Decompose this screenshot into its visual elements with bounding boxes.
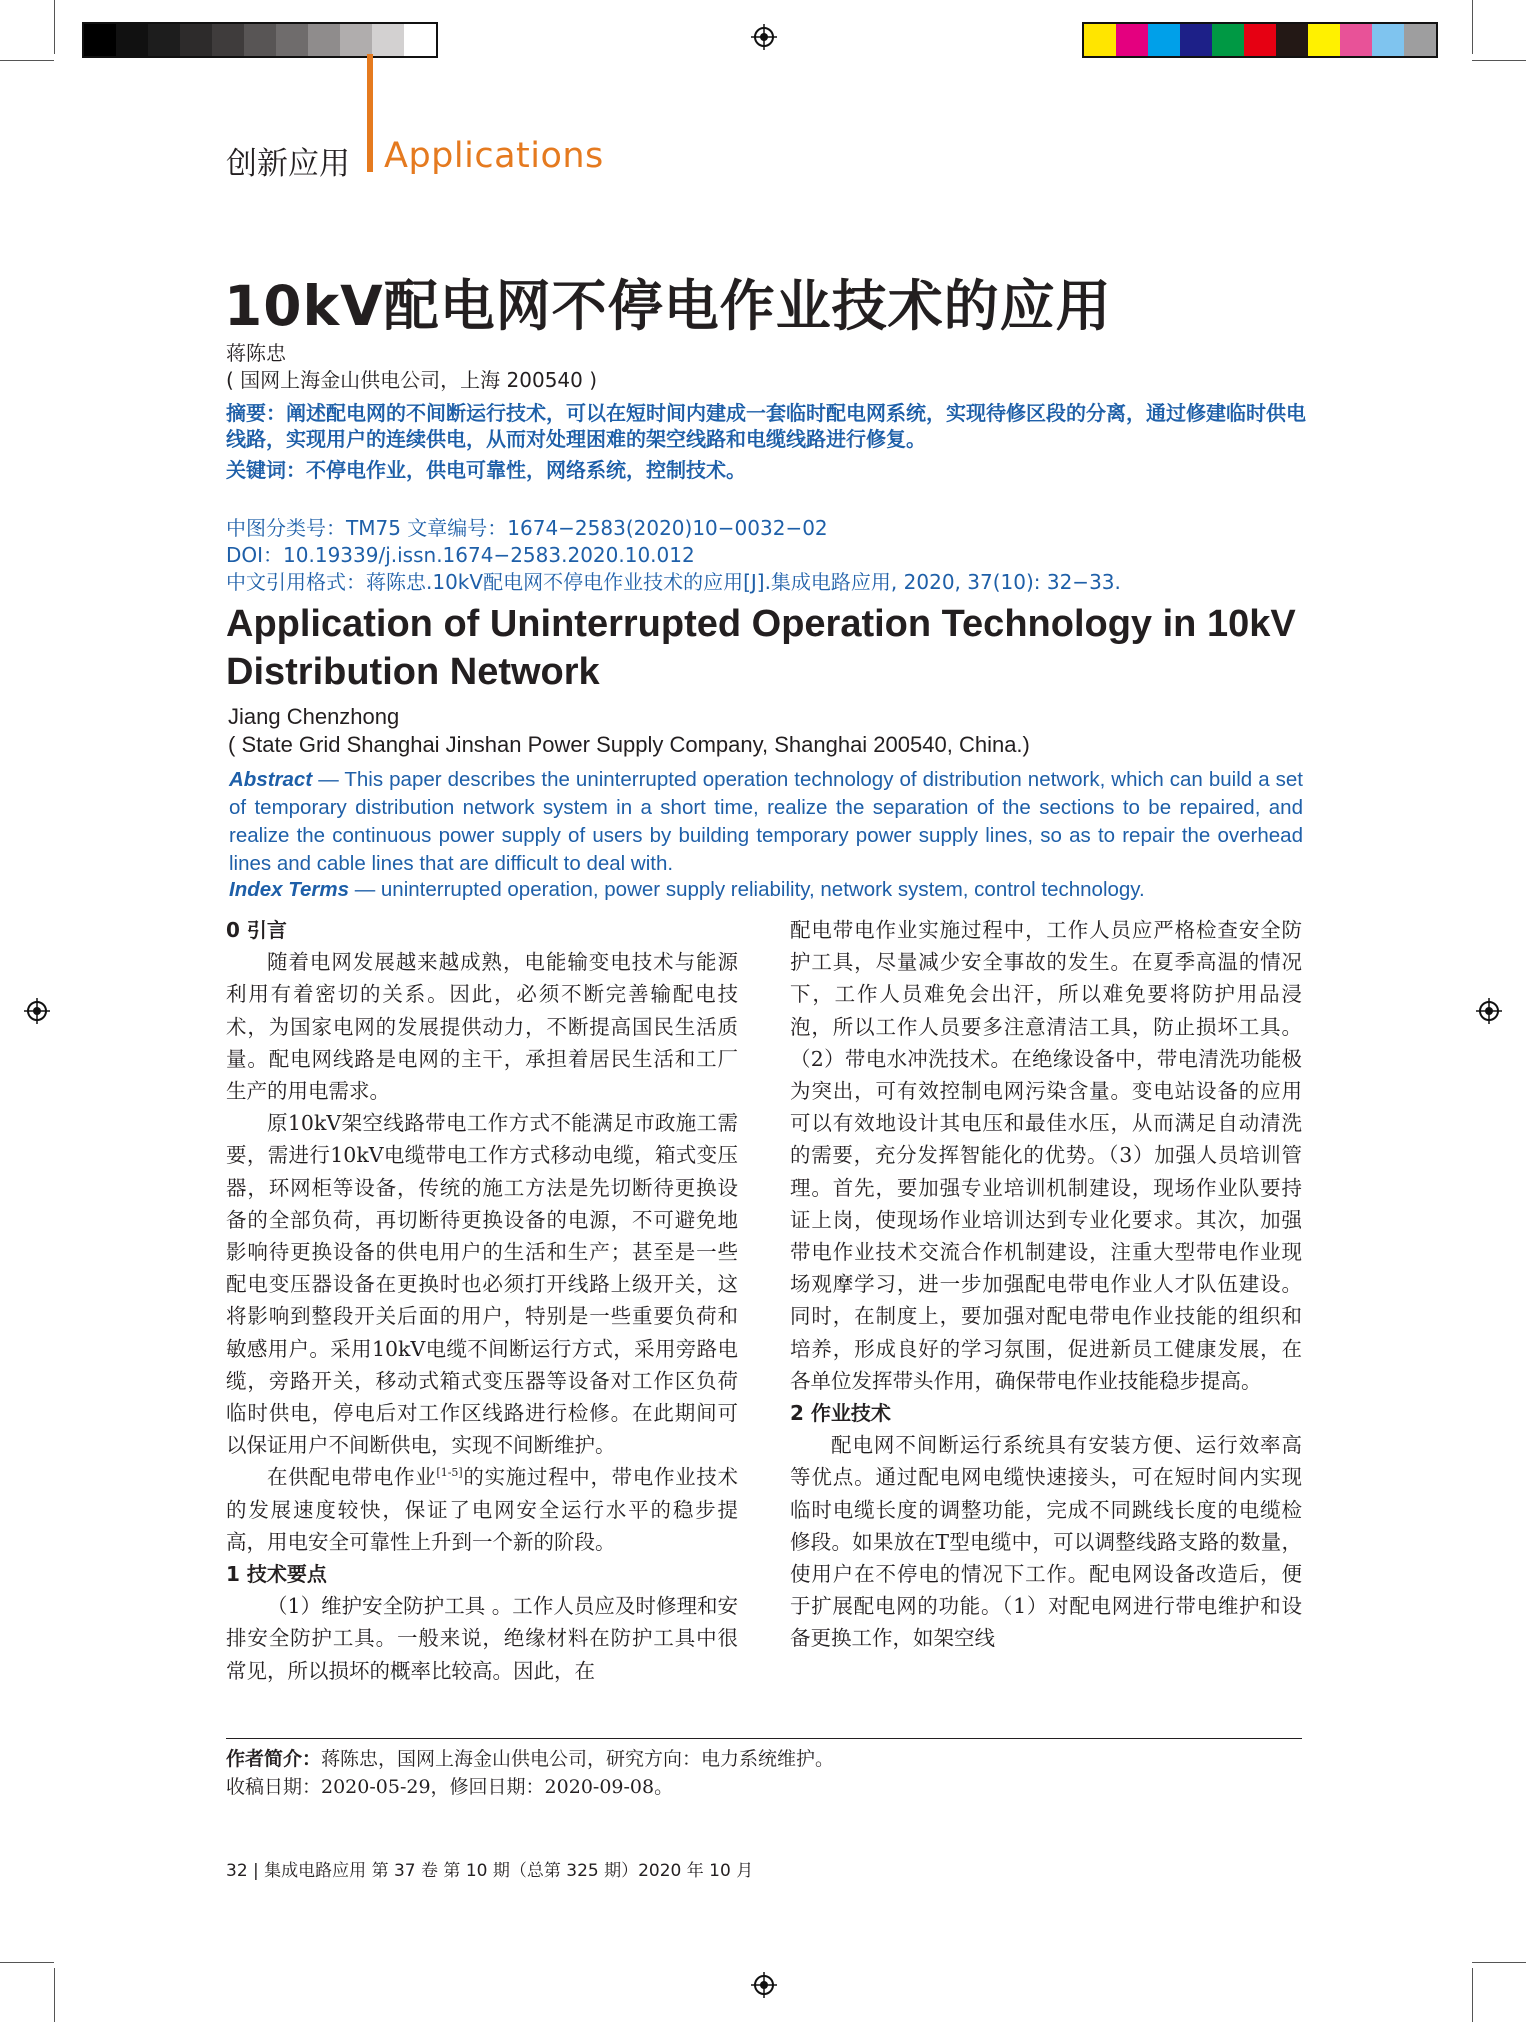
page-footer: 32 | 集成电路应用 第 37 卷 第 10 期（总第 325 期）2020 年 10 月 [226,1861,754,1881]
keywords-cn-text: 不停电作业，供电可靠性，网络系统，控制技术。 [306,458,746,482]
gray-swatch [404,24,436,56]
doi-line: DOI：10.19339/j.issn.1674−2583.2020.10.012 [226,543,695,567]
section-heading: 0 引言 [226,918,287,942]
color-swatch [1084,24,1116,56]
index-terms [229,878,1319,902]
crop-mark [1472,1962,1526,1963]
abstract-cn-text: 阐述配电网的不间断运行技术，可以在短时间内建成一套临时配电网系统，实现待修区段的分离，通过修建临时供电线路，实现用户的连续供电，从而对处理困难的架空线路和电缆线路进行修复。 [226,401,1306,451]
body-paragraph: （1）维护安全防护工具 。工作人员应及时修理和安排安全防护工具。一般来说，绝缘材料在防护工具中很常见，所以损坏的概率比较高。因此，在 [226,1594,738,1683]
registration-mark-icon [751,24,777,50]
abstract-en-label: Abstract [229,768,313,791]
body-paragraph: 原10kV架空线路带电工作方式不能满足市政施工需要，需进行10kV电缆带电工作方式移动电缆，箱式变压器，环网柜等设备，传统的施工方法是先切断待更换设备的全部负荷，再切断待更换设备的电源，不可避免地影响待更换设备的供电用户的生活和生产；甚至是一些配电变压器设备在更换时也必须打开线路上级开关，这将影响到整段开关后面的用户，特别是一些重要负荷和敏感用户。采用10kV电缆不间断运行方式，采用旁路电缆，旁路开关，移动式箱式变压器等设备对工作区负荷临时供电，停电后对工作区线路进行检修。在此期间可以保证用户不间断供电，实现不间断维护。 [226,1111,738,1458]
color-swatch [1212,24,1244,56]
crop-mark [0,60,54,61]
gray-swatch [340,24,372,56]
abstract-en-text: — This paper describes the uninterrupted operation technology of distribution network, which can build a set of temporary distribution network system in a short time, realize the separation of the sections to be repaired, and realize the continuous power supply of users by building temporary power supply lines, so as to repair the overhead lines and cable lines that are difficult to deal with. [229,768,1303,875]
crop-mark [1472,0,1473,54]
abstract-cn [226,400,1306,452]
crop-mark [54,1968,55,2022]
body-column-left [226,914,738,1687]
section-heading: 2 作业技术 [790,1401,891,1426]
body-paragraph: 配电网不间断运行系统具有安装方便、运行效率高等优点。通过配电网电缆快速接头，可在短时间内实现临时电缆长度的调整功能，完成不同跳线长度的电缆检修段。如果放在T型电缆中，可以调整线路支路的数量，使用户在不停电的情况下工作。配电网设备改造后，便于扩展配电网的功能。（1）对配电网进行带电维护和设备更换工作，如架空线 [790,1433,1302,1651]
body-paragraph [226,1461,738,1558]
article-title-cn: 10kV配电网不停电作业技术的应用 [224,274,1112,338]
registration-mark-icon [1476,998,1502,1024]
author-bio [226,1744,834,1771]
body-paragraph: 配电带电作业实施过程中，工作人员应严格检查安全防护工具，尽量减少安全事故的发生。在夏季高温的情况下，工作人员难免会出汗，所以难免要将防护用品浸泡，所以工作人员要多注意清洁工具，防止损坏工具。（2）带电水冲洗技术。在绝缘设备中，带电清洗功能极为突出，可有效控制电网污染含量。变电站设备的应用可以有效地设计其电压和最佳水压，从而满足自动清洗的需要，充分发挥智能化的优势。（3）加强人员培训管理。首先，要加强专业培训机制建设，现场作业队要持证上岗，使现场作业培训达到专业化要求。其次，加强带电作业技术交流合作机制建设，注重大型带电作业现场观摩学习，进一步加强配电带电作业人才队伍建设。同时，在制度上，要加强对配电带电作业技能的组织和培养，形成良好的学习氛围，促进新员工健康发展，在各单位发挥带头作用，确保带电作业技能稳步提高。 [790,918,1302,1393]
index-terms-label: Index Terms [229,878,350,901]
gray-swatch [244,24,276,56]
citation-ref: [1-5] [436,1466,463,1480]
color-swatch [1180,24,1212,56]
body-text: 的实施过程中，带电作业技术的发展速度较快，保证了电网安全运行水平的稳步提高，用电安全可靠性上升到一个新的阶段。 [226,1465,739,1554]
abstract-en [229,766,1303,878]
footnote-divider [226,1738,1302,1739]
color-swatch [1404,24,1436,56]
gray-swatch [84,24,116,56]
section-label-cn: 创新应用 [226,146,350,182]
gray-swatch [276,24,308,56]
author-cn: 蒋陈忠 [226,341,286,365]
classification-line: 中图分类号：TM75 文章编号：1674−2583(2020)10−0032−02 [226,516,828,540]
gray-swatch [116,24,148,56]
color-swatch [1116,24,1148,56]
color-calibration-bar [1082,22,1438,58]
crop-mark [54,0,55,54]
color-swatch [1276,24,1308,56]
gray-swatch [180,24,212,56]
affiliation-en: ( State Grid Shanghai Jinshan Power Supply Company, Shanghai 200540, China.) [228,732,1030,757]
index-terms-text: — uninterrupted operation, power supply reliability, network system, control technology. [349,878,1145,901]
abstract-cn-label: 摘要： [226,401,286,425]
author-en: Jiang Chenzhong [228,704,400,729]
section-label-en: Applications [384,136,604,176]
gray-swatch [148,24,180,56]
keywords-cn [226,454,746,483]
color-swatch [1148,24,1180,56]
section-divider [367,54,373,172]
color-swatch [1372,24,1404,56]
received-dates: 收稿日期：2020-05-29，修回日期：2020-09-08。 [226,1776,674,1798]
citation-line: 中文引用格式：蒋陈忠.10kV配电网不停电作业技术的应用[J].集成电路应用, 2020, 37(10): 32−33. [226,570,1121,594]
body-paragraph: 随着电网发展越来越成熟，电能输变电技术与能源利用有着密切的关系。因此，必须不断完善输配电技术，为国家电网的发展提供动力，不断提高国民生活质量。配电网线路是电网的主干，承担着居民生活和工厂生产的用电需求。 [226,950,738,1104]
crop-mark [0,1962,54,1963]
keywords-cn-label: 关键词： [226,458,306,482]
author-bio-label: 作者简介： [226,1748,322,1770]
article-title-en: Application of Uninterrupted Operation Technology in 10kV Distribution Network [226,603,1296,693]
grayscale-calibration-bar [82,22,438,58]
crop-mark [1472,1968,1473,2022]
color-swatch [1244,24,1276,56]
color-swatch [1340,24,1372,56]
body-text: 在供配电带电作业 [267,1465,437,1490]
crop-mark [1472,60,1526,61]
gray-swatch [308,24,340,56]
body-column-right [790,914,1302,1655]
registration-mark-icon [24,998,50,1024]
section-heading: 1 技术要点 [226,1562,327,1587]
registration-mark-icon [751,1972,777,1998]
gray-swatch [372,24,404,56]
author-bio-text: 蒋陈忠，国网上海金山供电公司，研究方向：电力系统维护。 [321,1748,835,1770]
gray-swatch [212,24,244,56]
color-swatch [1308,24,1340,56]
affiliation-cn: ( 国网上海金山供电公司，上海 200540 ) [226,368,598,392]
